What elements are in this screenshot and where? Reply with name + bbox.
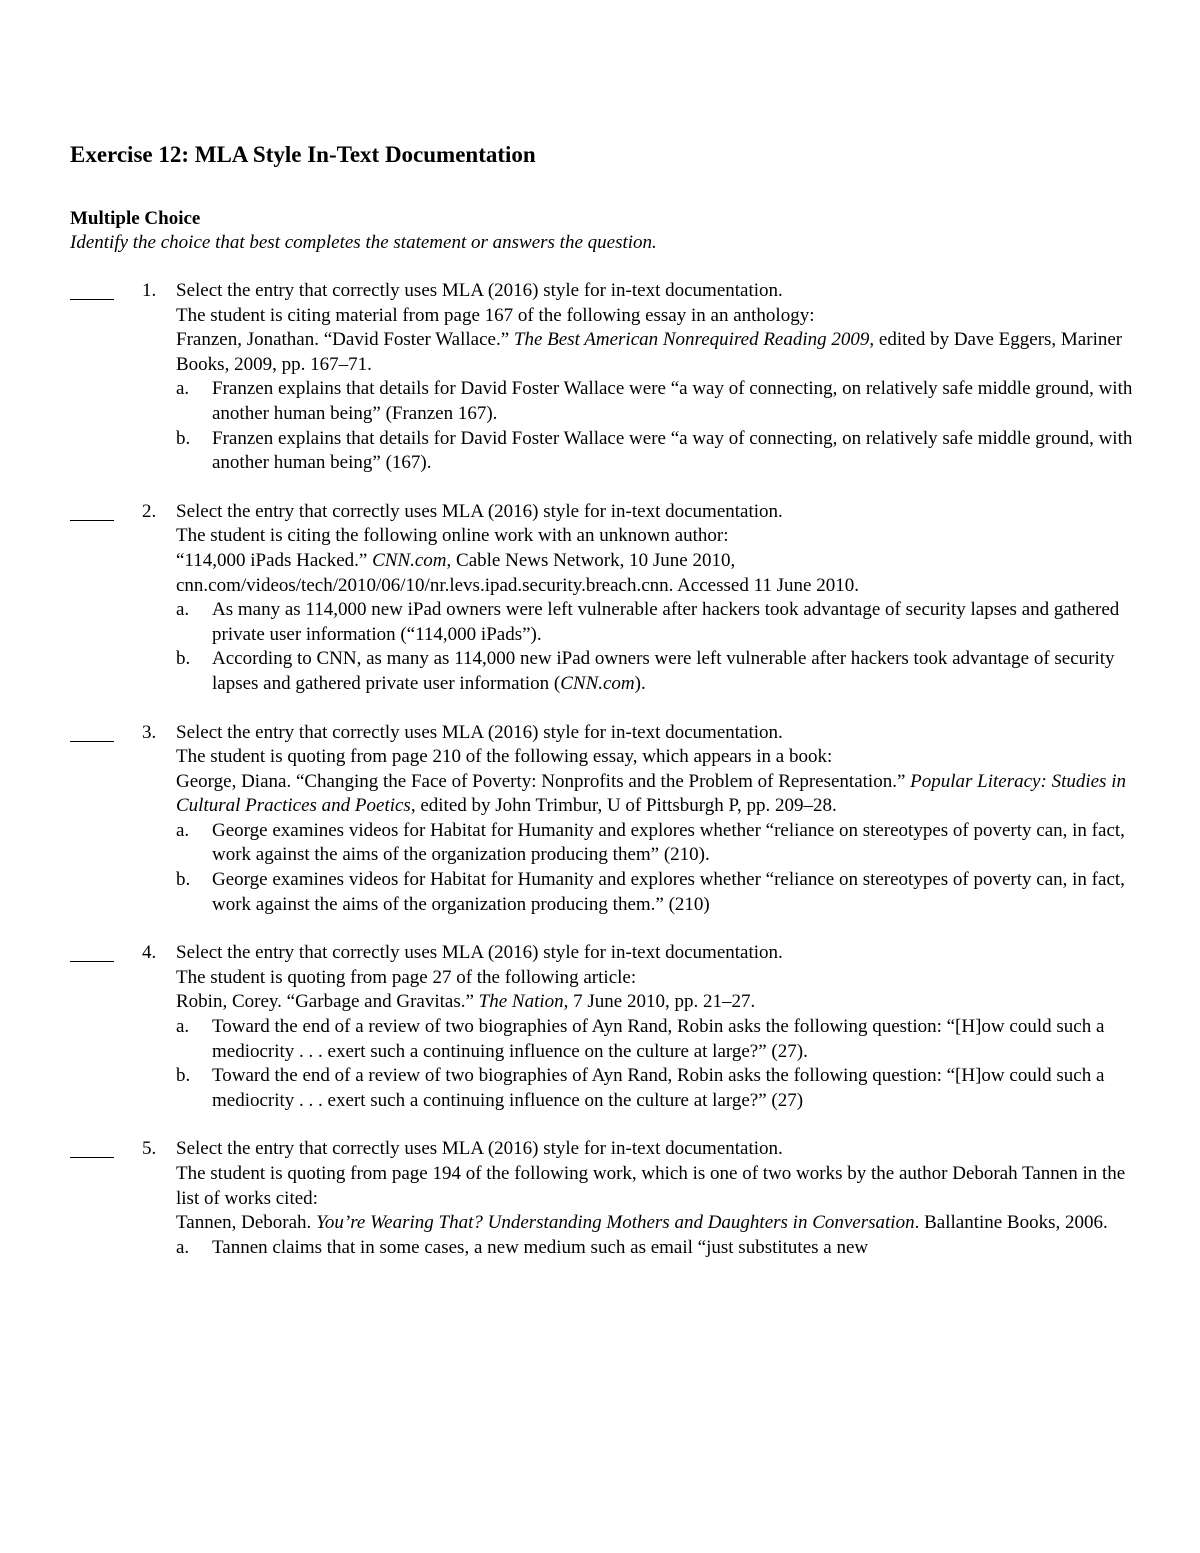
citation-title: The Nation: [478, 991, 564, 1013]
choice-letter: b.: [176, 648, 191, 670]
choice-b: [176, 868, 1140, 917]
choice-text: Franzen explains that details for David Foster Wallace were “a way of connecting, on relatively safe middle ground, with another human being” (167).: [212, 427, 1133, 474]
answer-blank[interactable]: [70, 721, 114, 742]
question-prompt: Select the entry that correctly uses MLA (2016) style for in-text documentation.: [176, 942, 783, 964]
question-number: 3.: [142, 721, 157, 743]
citation-text: , edited by Dave Eggers, Mariner Books, 2009, pp. 167–71.: [176, 329, 1123, 375]
works-cited-entry: [176, 1211, 1140, 1236]
citation-text: George, Diana. “Changing the Face of Poverty: Nonprofits and the Problem of Representation.”: [176, 770, 911, 792]
choice-text: According to CNN, as many as 114,000 new iPad owners were left vulnerable after hackers took advantage of security lapses and gathered private user information (: [212, 648, 1115, 694]
question-prompt: Select the entry that correctly uses MLA (2016) style for in-text documentation.: [176, 1138, 783, 1160]
section-instructions: Identify the choice that best completes the statement or answers the question.: [70, 232, 657, 253]
choice-text-end: ).: [634, 672, 646, 694]
question-4: [70, 941, 1140, 1113]
choice-letter: a.: [176, 819, 190, 841]
question-context: The student is quoting from page 210 of the following essay, which appears in a book:: [176, 746, 833, 768]
question-5: [70, 1137, 1140, 1260]
answer-blank[interactable]: [70, 941, 114, 962]
choice-text: Tannen claims that in some cases, a new medium such as email “just substitutes a new: [212, 1236, 869, 1258]
choice-text: Franzen explains that details for David Foster Wallace were “a way of connecting, on relatively safe middle ground, with another human being” (Franzen 167).: [212, 378, 1133, 424]
choice-letter: b.: [176, 427, 191, 449]
document-page: [70, 140, 1140, 1284]
citation-text: , Cable News Network, 10 June 2010, cnn.com/videos/tech/2010/06/10/nr.levs.ipad.security.breach.cnn. Accessed 11 June 2010.: [176, 549, 859, 596]
choice-text: As many as 114,000 new iPad owners were left vulnerable after hackers took advantage of security lapses and gathered private user information (“114,000 iPads”).: [212, 599, 1120, 645]
choice-letter: b.: [176, 1065, 191, 1087]
choice-text: George examines videos for Habitat for Humanity and explores whether “reliance on stereotypes of poverty can, in fact, work against the aims of the organization producing them.” (210): [212, 869, 1125, 915]
choice-a: [176, 377, 1140, 426]
citation-text: , 7 June 2010, pp. 21–27.: [563, 991, 756, 1013]
question-context: The student is quoting from page 194 of the following work, which is one of two works by the author Deborah Tannen in the list of works cited:: [176, 1163, 1126, 1209]
choice-italic-text: CNN.com: [560, 672, 635, 694]
choice-a: [176, 1236, 1140, 1261]
answer-blank[interactable]: [70, 279, 114, 300]
section-heading: Multiple Choice: [70, 208, 201, 229]
choice-letter: a.: [176, 1236, 190, 1258]
citation-text: Tannen, Deborah.: [176, 1212, 317, 1234]
question-number: 1.: [142, 280, 157, 301]
citation-text: , edited by John Trimbur, U of Pittsburgh P, pp. 209–28.: [410, 795, 837, 817]
question-3: [70, 721, 1140, 918]
choice-b: [176, 647, 1140, 696]
citation-text: Robin, Corey. “Garbage and Gravitas.”: [176, 991, 479, 1013]
question-context: The student is citing material from page 167 of the following essay in an anthology:: [176, 304, 815, 326]
choice-letter: b.: [176, 869, 191, 891]
question-prompt: Select the entry that correctly uses MLA (2016) style for in-text documentation.: [176, 721, 783, 743]
citation-title: CNN.com: [372, 549, 447, 571]
choice-text: Toward the end of a review of two biographies of Ayn Rand, Robin asks the following question: “[H]ow could such a mediocrity . . . exert such a continuing influence on the culture at large?” (27).: [212, 1016, 1105, 1062]
citation-title: The Best American Nonrequired Reading 2009: [513, 329, 870, 351]
question-prompt: Select the entry that correctly uses MLA (2016) style for in-text documentation.: [176, 280, 783, 301]
page-title: Exercise 12: MLA Style In-Text Documentation: [70, 142, 536, 167]
question-context: The student is quoting from page 27 of the following article:: [176, 966, 637, 988]
choice-a: [176, 819, 1140, 868]
choice-b: [176, 1064, 1140, 1113]
choice-text: Toward the end of a review of two biographies of Ayn Rand, Robin asks the following question: “[H]ow could such a mediocrity . . . exert such a continuing influence on the culture at large?” (27): [212, 1065, 1105, 1111]
question-number: 4.: [142, 942, 157, 964]
question-number: 2.: [142, 500, 157, 522]
works-cited-entry: [176, 990, 1140, 1015]
citation-text: “114,000 iPads Hacked.”: [176, 549, 373, 571]
citation-title: Popular Literacy: Studies in Cultural Practices and Poetics: [176, 770, 1126, 817]
question-2: [70, 500, 1140, 697]
answer-blank[interactable]: [70, 1137, 114, 1158]
choice-a: [176, 598, 1140, 647]
citation-text: Franzen, Jonathan. “David Foster Wallace.”: [176, 329, 514, 351]
citation-title: You’re Wearing That? Understanding Mothers and Daughters in Conversation: [316, 1212, 915, 1234]
works-cited-entry: [176, 328, 1140, 377]
choice-letter: a.: [176, 599, 190, 621]
choice-text: George examines videos for Habitat for Humanity and explores whether “reliance on stereotypes of poverty can, in fact, work against the aims of the organization producing them” (210).: [212, 819, 1125, 866]
citation-text: . Ballantine Books, 2006.: [914, 1212, 1108, 1234]
choice-b: [176, 427, 1140, 476]
question-context: The student is citing the following online work with an unknown author:: [176, 525, 729, 547]
choice-letter: a.: [176, 1016, 190, 1038]
works-cited-entry: [176, 770, 1140, 819]
answer-blank[interactable]: [70, 500, 114, 521]
question-prompt: Select the entry that correctly uses MLA (2016) style for in-text documentation.: [176, 500, 783, 522]
choice-a: [176, 1015, 1140, 1064]
question-1: [70, 279, 1140, 476]
choice-letter: a.: [176, 378, 190, 400]
question-number: 5.: [142, 1138, 157, 1160]
works-cited-entry: [176, 549, 1140, 598]
